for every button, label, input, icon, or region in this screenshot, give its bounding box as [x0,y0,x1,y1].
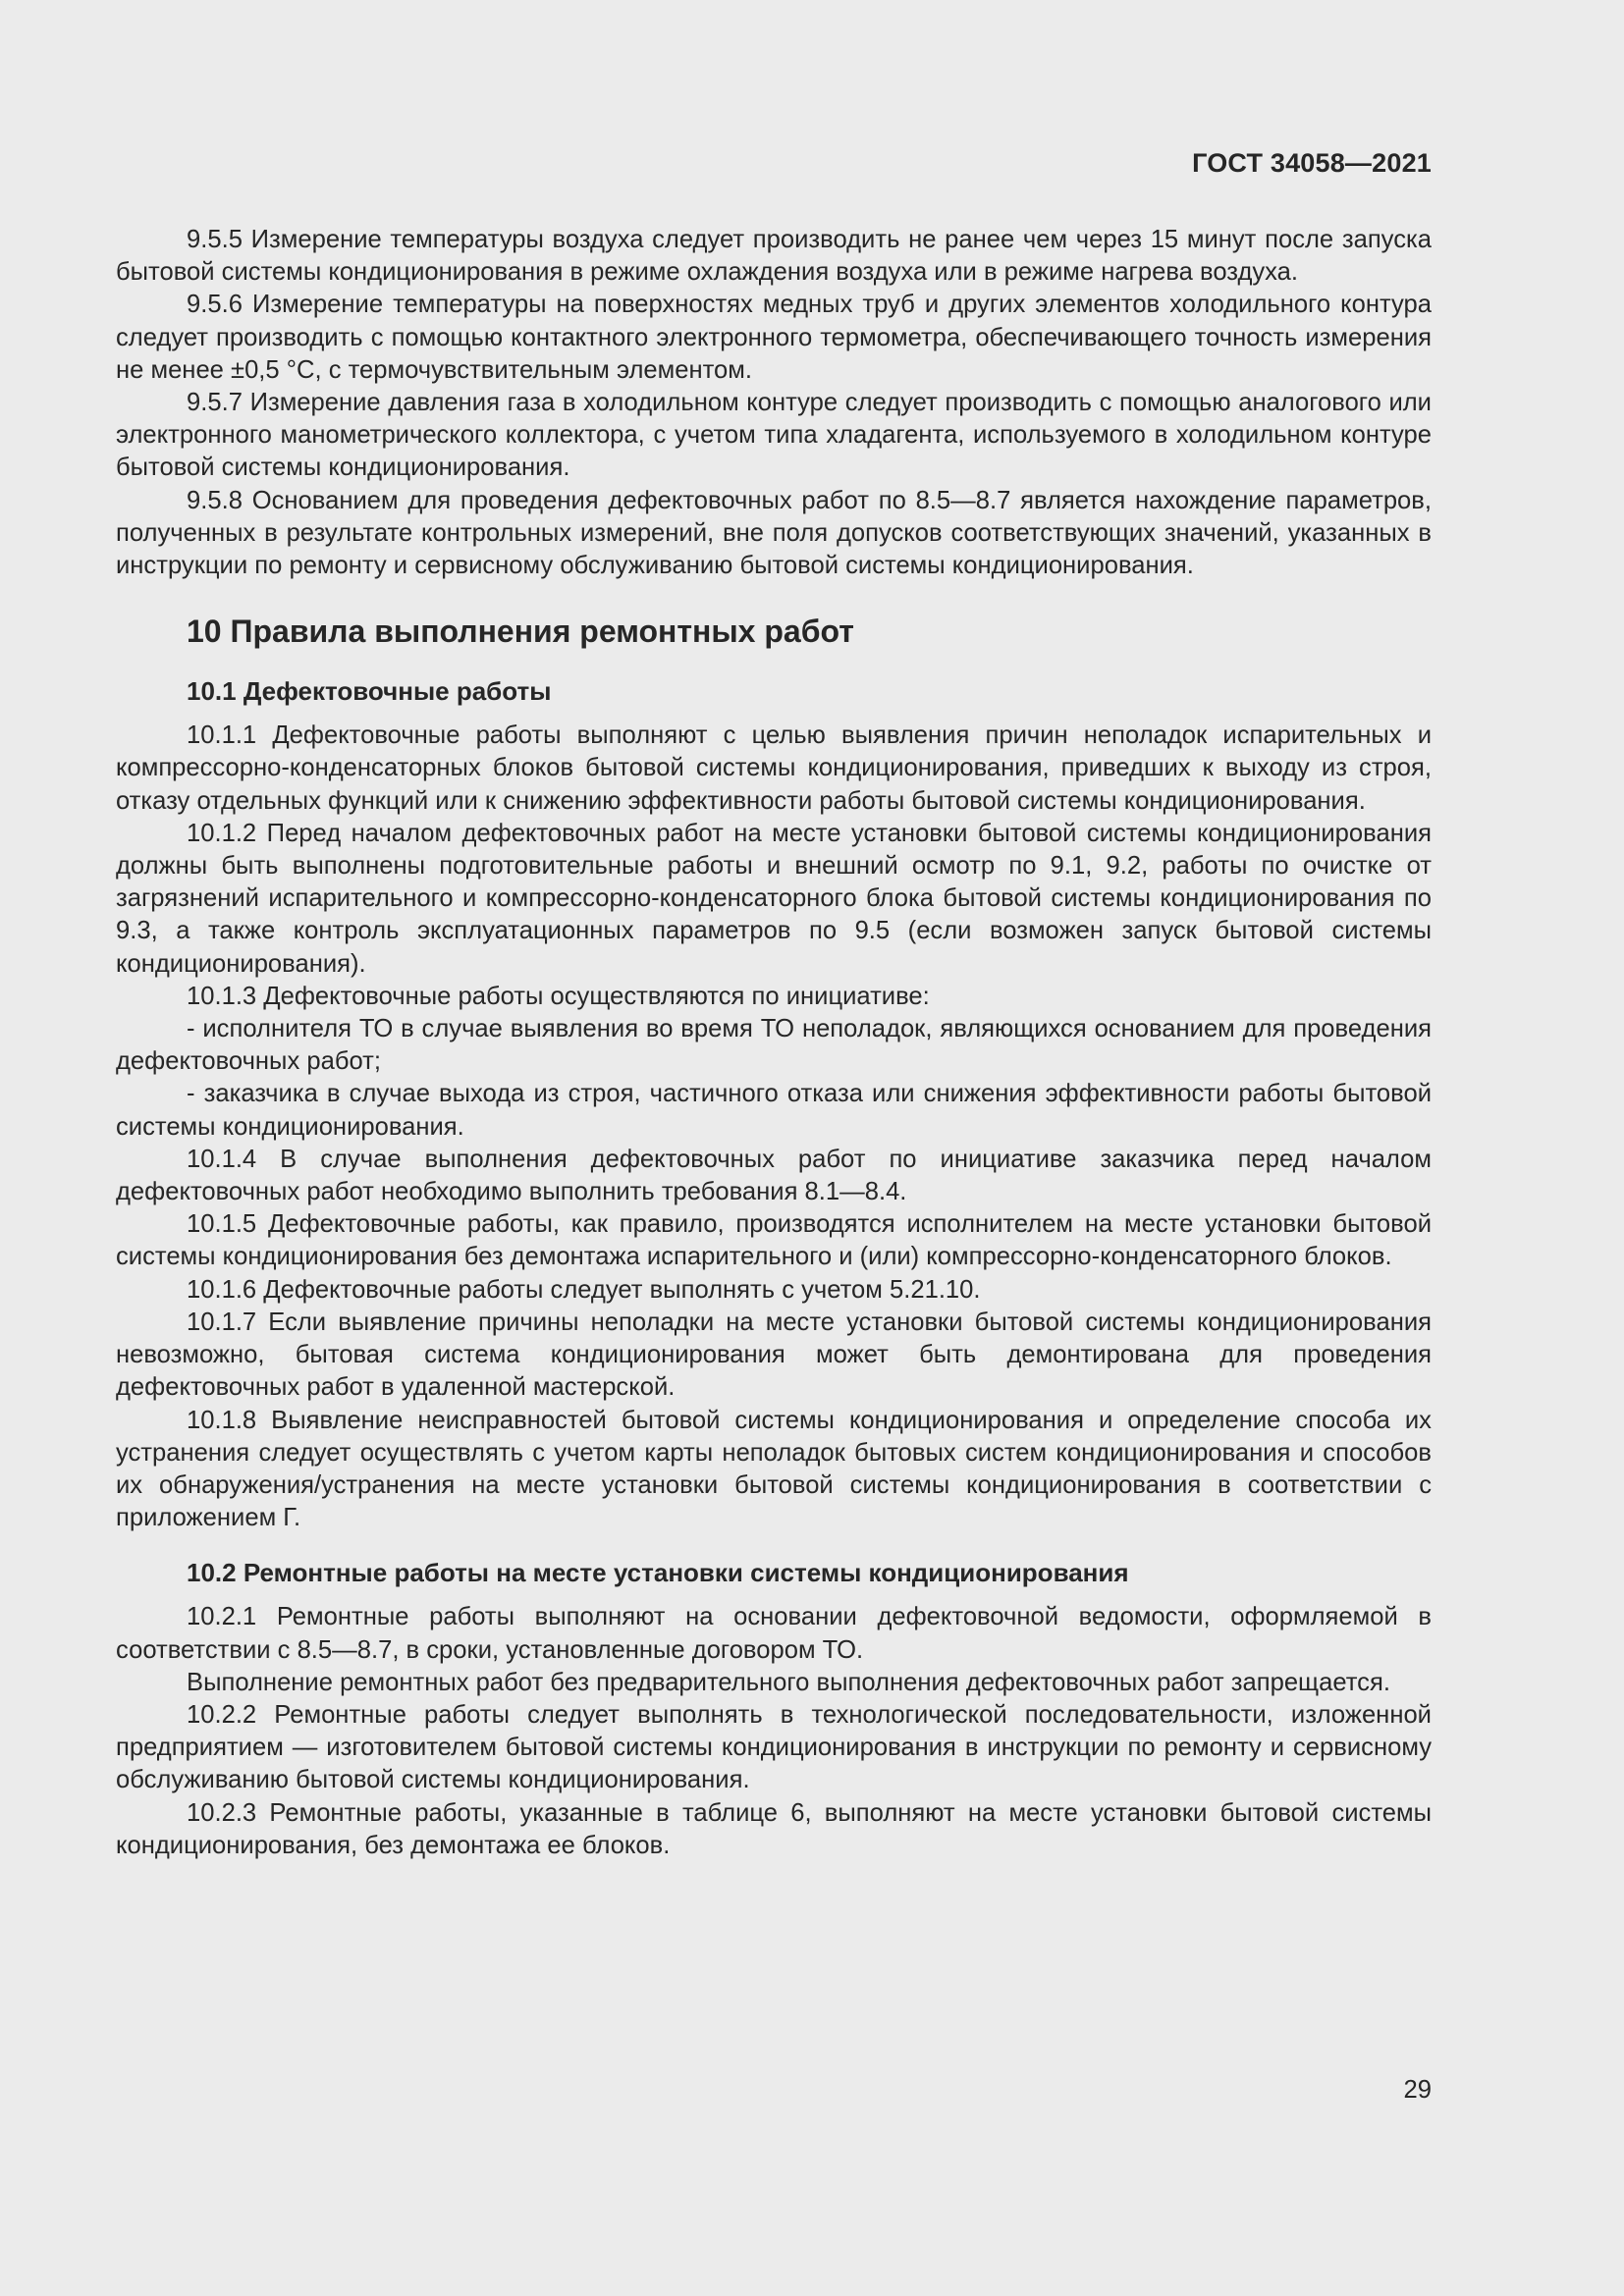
clause-text: Измерение температуры воздуха следует производить не ранее чем через 15 минут после запуска бытовой системы кондиционирования в режиме охлаждения воздуха или в режиме нагрева воздуха. [116,226,1432,287]
subsection-heading-10-2: 10.2 Ремонтные работы на месте установки системы кондиционирования [187,1558,1129,1588]
clause-text: Ремонтные работы выполняют на основании дефектовочной ведомости, оформляемой в соответствии с 8.5—8.7, в сроки, установленные договором ТО. [116,1603,1432,1664]
paragraph-9-5-7 [116,387,1432,485]
clause-text: Ремонтные работы следует выполнять в технологической последовательности, изложенной предприятием — изготовителем бытовой системы кондиционирования в инструкции по ремонту и сервисному обслуживанию бытовой системы кондиционирования. [116,1700,1432,1794]
clause-number: 10.2.1 [187,1603,257,1631]
clause-number: 10.1.8 [187,1406,257,1434]
paragraph-10-1-5 [116,1208,1432,1273]
paragraph-10-2-3 [116,1797,1432,1862]
page-number: 29 [1403,2076,1432,2104]
paragraph-9-5-6 [116,289,1432,387]
list-item-10-1-3-a: - исполнителя ТО в случае выявления во время ТО неполадок, являющихся основанием для проведения дефектовочных работ; [116,1015,1432,1076]
clause-number: 10.1.2 [187,819,257,847]
clause-text: Дефектовочные работы выполняют с целью выявления причин неполадок испарительных и компрессорно-конденсаторных блоков бытовой системы кондиционирования, приведших к выходу из строя, отказу отдельных функций или к снижению эффективности работы бытовой системы кондиционирования. [116,721,1432,815]
clause-number: 9.5.7 [187,389,243,417]
clause-text: Если выявление причины неполадки на месте установки бытовой системы кондиционирования невозможно, бытовая система кондиционирования может быть демонтирована для проведения дефектовочных работ в удаленной мастерской. [116,1308,1432,1402]
clause-number: 9.5.8 [187,486,243,514]
paragraph-10-1-7 [116,1307,1432,1405]
clause-number: 10.1.5 [187,1210,257,1239]
clause-number: 9.5.6 [187,291,243,319]
clause-text: Измерение температуры на поверхностях медных труб и других элементов холодильного контура следует производить с помощью контактного электронного термометра, обеспечивающего точность измерения не менее ±0,5 °С, с термочувствительным элементом. [116,291,1432,384]
clause-number: 10.1.7 [187,1308,257,1336]
paragraph-10-1-3 [116,981,1432,1013]
clause-text: В случае выполнения дефектовочных работ по инициативе заказчика перед началом дефектовочных работ необходимо выполнить требования 8.1—8.4. [116,1145,1432,1206]
clause-number: 10.1.4 [187,1145,257,1173]
clause-number: 9.5.5 [187,226,243,253]
clause-text: Выявление неисправностей бытовой системы кондиционирования и определение способа их устранения следует осуществлять с учетом карты неполадок бытовых систем кондиционирования и способов их обнаружения/устранения на месте установки бытовой системы кондиционирования в соответствии с приложением Г. [116,1406,1432,1532]
page-content [116,224,1432,1862]
paragraph-10-2-1 [116,1601,1432,1666]
clause-text: Ремонтные работы, указанные в таблице 6, выполняют на месте установки бытовой системы кондиционирования, без демонтажа ее блоков. [116,1798,1432,1859]
clause-text: Основанием для проведения дефектовочных работ по 8.5—8.7 является нахождение параметров, полученных в результате контрольных измерений, вне поля допусков соответствующих значений, указанных в инструкции по ремонту и сервисному обслуживанию бытовой системы кондиционирования. [116,486,1432,580]
paragraph-9-5-8 [116,485,1432,583]
document-code: ГОСТ 34058—2021 [1192,148,1432,178]
clause-text: Перед началом дефектовочных работ на месте установки бытовой системы кондиционирования должны быть выполнены подготовительные работы и внешний осмотр по 9.1, 9.2, работы по очистке от загрязнений испарительного и компрессорно-конденсаторного блока бытовой системы кондиционирования по 9.3, а также контроль эксплуатационных параметров по 9.5 (если возможен запуск бытовой системы кондиционирования). [116,819,1432,978]
paragraph-10-1-2 [116,818,1432,981]
section-heading-10: 10 Правила выполнения ремонтных работ [187,614,854,650]
paragraph-10-1-8 [116,1405,1432,1535]
paragraph-10-1-4 [116,1144,1432,1208]
paragraph-10-2-2 [116,1699,1432,1797]
clause-number: 10.1.6 [187,1275,257,1304]
paragraph-10-2-1-continued: Выполнение ремонтных работ без предварительного выполнения дефектовочных работ запрещается. [187,1668,1390,1696]
paragraph-9-5-5 [116,224,1432,289]
clause-number: 10.2.2 [187,1700,257,1729]
clause-text: Дефектовочные работы следует выполнять с учетом 5.21.10. [263,1275,981,1304]
paragraph-10-1-1 [116,720,1432,818]
document-page [116,0,1432,2296]
clause-text: Дефектовочные работы, как правило, производятся исполнителем на месте установки бытовой системы кондиционирования без демонтажа испарительного и (или) компрессорно-конденсаторного блоков. [116,1210,1432,1271]
clause-number: 10.1.1 [187,721,257,750]
clause-number: 10.1.3 [187,982,257,1010]
clause-number: 10.2.3 [187,1798,257,1827]
subsection-heading-10-1: 10.1 Дефектовочные работы [187,676,552,707]
clause-text: Измерение давления газа в холодильном контуре следует производить с помощью аналогового или электронного манометрического коллектора, с учетом типа хладагента, используемого в холодильном контуре бытовой системы кондиционирования. [116,389,1432,482]
paragraph-10-1-6 [116,1274,1432,1307]
list-item-10-1-3-b: - заказчика в случае выхода из строя, частичного отказа или снижения эффективности работы бытовой системы кондиционирования. [116,1080,1432,1141]
clause-text: Дефектовочные работы осуществляются по инициативе: [263,982,930,1010]
